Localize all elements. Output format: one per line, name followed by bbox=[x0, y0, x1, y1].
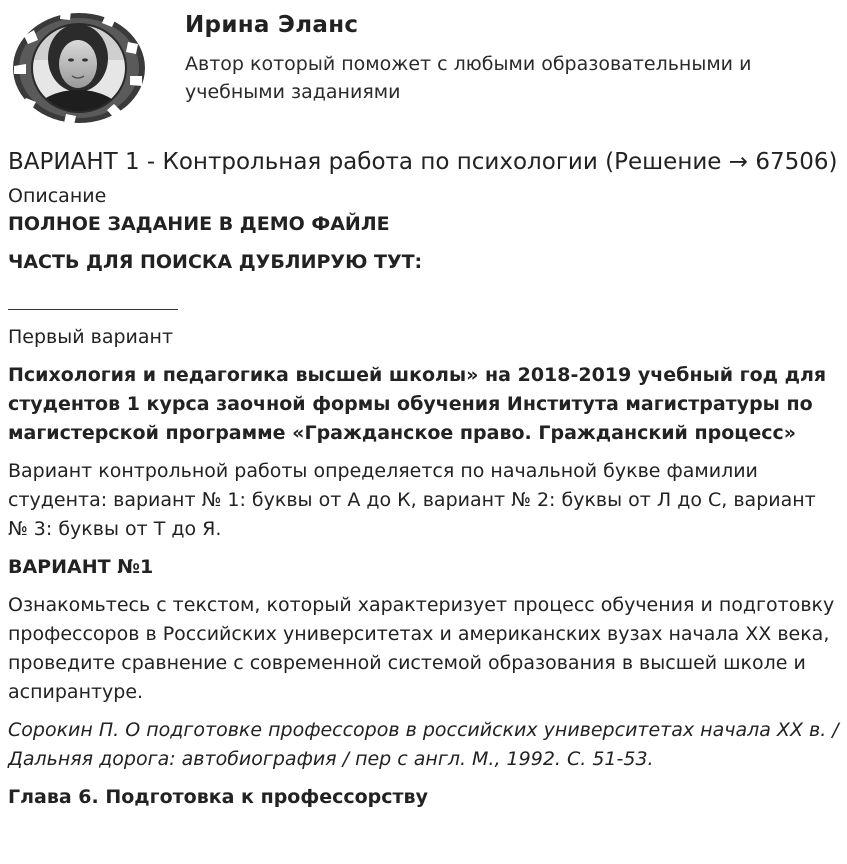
chapter-heading: Глава 6. Подготовка к профессорству bbox=[8, 786, 428, 808]
author-header bbox=[0, 0, 847, 130]
first-variant-label: Первый вариант bbox=[8, 326, 174, 348]
description-label: Описание bbox=[8, 185, 107, 207]
search-part-note: ЧАСТЬ ДЛЯ ПОИСКА ДУБЛИРУЮ ТУТ: bbox=[8, 251, 423, 273]
citation: Сорокин П. О подготовке профессоров в российских университетах начала XX в. / Дальняя дорога: автобиография / пер с англ. М., 1992. С. 51-53. bbox=[8, 719, 839, 770]
task-text: Ознакомьтесь с текстом, который характеризует процесс обучения и подготовку профессоров в Российских университетах и американских вузах начала XX века, проведите сравнение с современной системой образования в высшей школе и аспирантуре. bbox=[8, 594, 835, 703]
variant-rule: Вариант контрольной работы определяется по начальной букве фамилии студента: вариант № 1: буквы от А до К, вариант № 2: буквы от Л до С, вариант № 3: буквы от Т до Я. bbox=[8, 460, 816, 540]
author-bio: Автор который поможет с любыми образовательными и учебными заданиями bbox=[185, 53, 752, 103]
document-body bbox=[8, 147, 840, 812]
author-avatar[interactable] bbox=[6, 6, 152, 126]
page-title: ВАРИАНТ 1 - Контрольная работа по психологии (Решение → 67506) bbox=[8, 149, 838, 175]
divider bbox=[8, 309, 178, 310]
variant-heading: ВАРИАНТ №1 bbox=[8, 556, 154, 578]
course-heading: Психология и педагогика высшей школы» на 2018-2019 учебный год для студентов 1 курса заочной формы обучения Института магистратуры по магистерской программе «Гражданское право. Гражданский процесс» bbox=[8, 364, 827, 444]
author-name[interactable]: Ирина Эланс bbox=[185, 12, 359, 38]
full-task-note: ПОЛНОЕ ЗАДАНИЕ В ДЕМО ФАЙЛЕ bbox=[8, 213, 390, 235]
